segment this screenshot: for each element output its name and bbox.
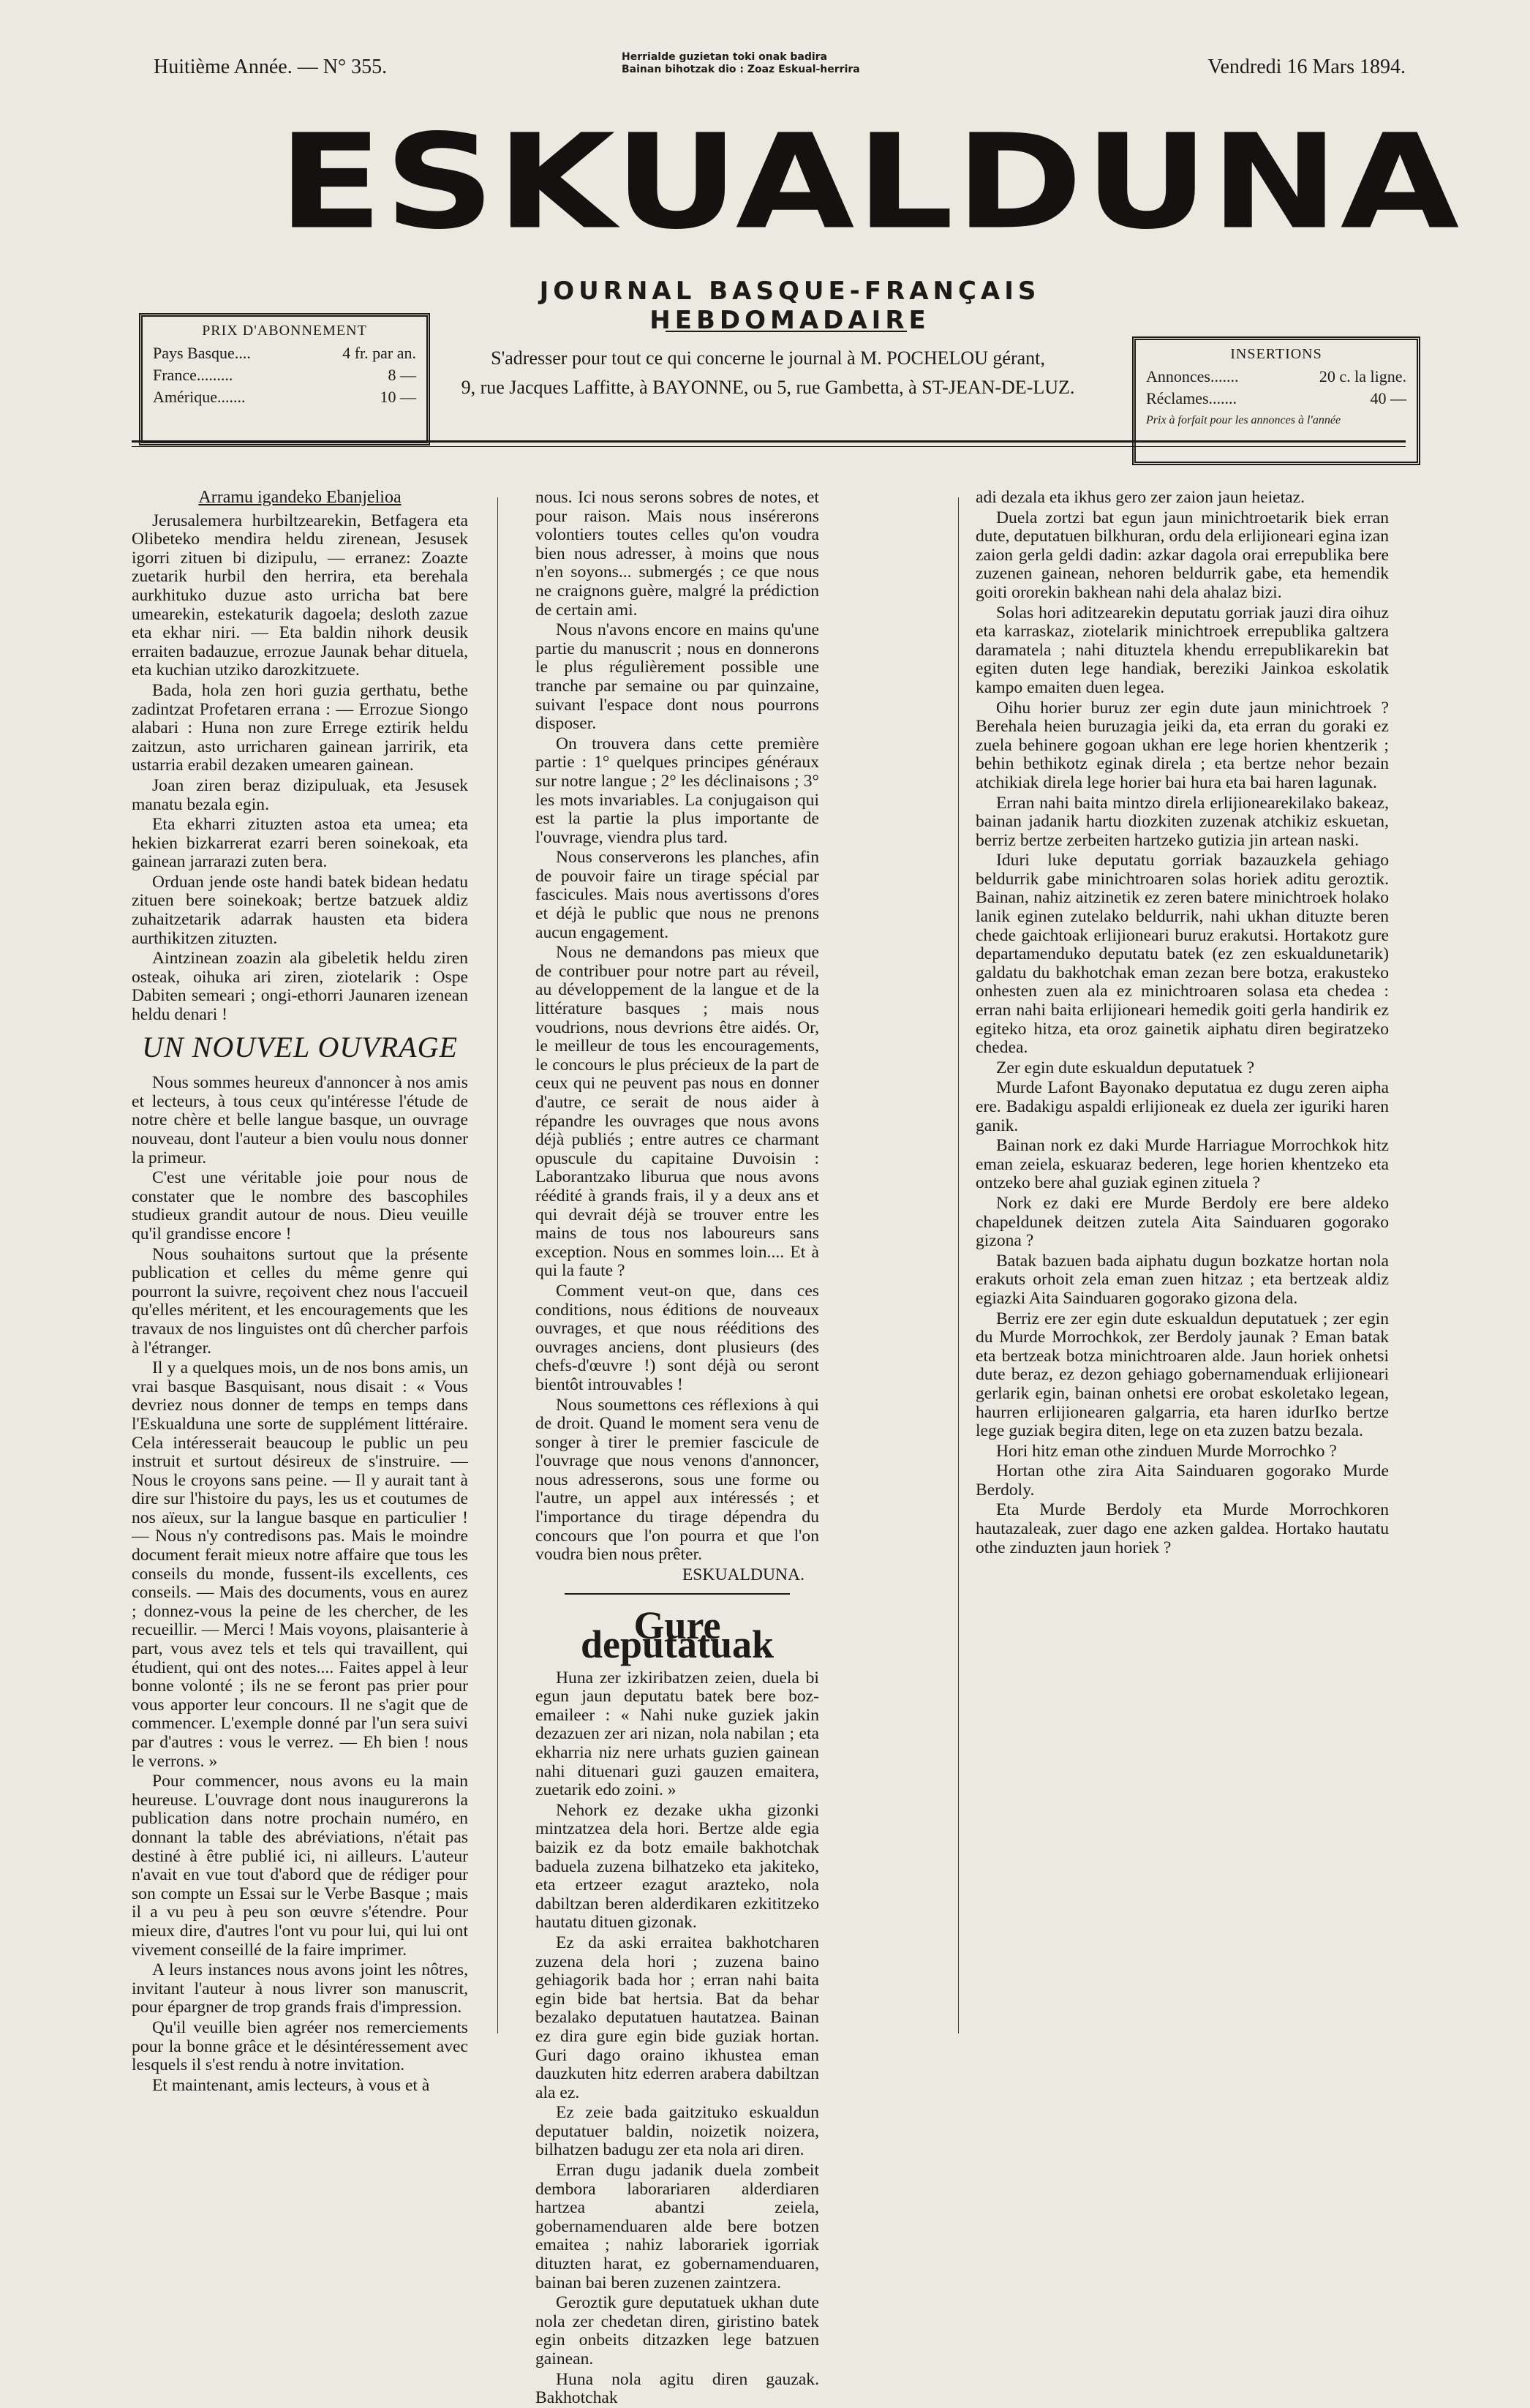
insertions-price: 20 c. la ligne. [1319,367,1406,385]
paragraph: Il y a quelques mois, un de nos bons amis, un vrai basque Basquisant, nous disait : « Vous devriez nous donner de temps en temps dans l'Eskualduna une sorte de supplément littéraire. Cela intéresserait beaucoup le public un peu instruit et surtout désireux de s'instruire. — Nous le croyons sans peine. — Il y aurait tant à dire sur l'histoire du pays, les us et coutumes de nos aïeux, sur la langue basque en particulier ! — Nous n'y contredisons pas. Mais le moindre document ferait mieux notre affaire que tous les conseils du monde, fussent-ils excellents, ces conseils. — Mais des documents, vous en aurez ; donnez-vous la peine de les chercher, de les recueillir. — Merci ! Mais voyons, plaisanterie à part, vous avez tels et tels qui travaillent, qui étudient, qui ont des notes.... Faites appel à leur bonne volonté ; ils ne se feront pas prier pour vous apporter leur concours. Il ne s'agit que de commencer. L'exemple donné par l'un sera suivi par d'autres : vous le verrez. — Eh bien ! nous le verrons. » [132,1358,468,1771]
subscription-price: 10 — [380,388,416,406]
paragraph: Ez zeie bada gaitzituko eskualdun deputatuer baldin, noizetik noizera, bilhatzen badugu zer eta nola ari diren. [535,2103,819,2160]
motto [622,51,860,76]
gospel-heading: Arramu igandeko Ebanjelioa [198,488,402,507]
paragraph: Et maintenant, amis lecteurs, à vous et à [152,2075,430,2095]
header-rule [132,440,1406,443]
paragraph: Erran nahi baita mintzo direla erlijionearekilako bakeaz, bainan jadanik hartu diozkiten zuzenak atchikiz eskuetan, berriz bertze zerbeiten hartzeko gutizia jin artean naski. [976,793,1389,850]
subscription-box [139,313,430,445]
paragraph: Qu'il veuille bien agréer nos remerciements pour la bonne grâce et le désintéressement avec lesquels il s'est rendu à notre invitation. [132,2017,468,2075]
subscription-title: PRIX D'ABONNEMENT [202,323,367,339]
insertions-title: INSERTIONS [1230,346,1322,362]
paragraph: Nous sommes heureux d'annoncer à nos amis et lecteurs, à tous ceux qu'intéresse l'étude de notre chère et belle langue basque, un ouvrage nouveau, dont l'auteur a bien voulu nous donner la primeur. [132,1073,468,1167]
paragraph: C'est une véritable joie pour nous de constater que le nombre des bascophiles studieux grandit autour de nous. Dieu veuille qu'il grandisse encore ! [132,1168,468,1243]
motto-line: Bainan bihotzak dio : Zoaz Eskual-herrira [622,64,860,75]
paragraph: On trouvera dans cette première partie : 1° quelques principes généraux sur notre langue ; 2° les déclinaisons ; 3° les mots invariables. La conjugaison qui est la partie la plus importante de l'ouvrage, viendra plus tard. [535,734,819,847]
paragraph: Joan ziren beraz dizipuluak, eta Jesusek manatu bezala egin. [132,775,468,814]
issue-number: Huitième Année. — N° 355. [154,56,388,78]
paragraph: Nous n'avons encore en mains qu'une partie du manuscrit ; nous en donnerons le plus régulièrement possible une tranche par semaine ou par quinzaine, suivant l'espace dont nous pourrons disposer. [535,620,819,734]
paragraph: A leurs instances nous avons joint les nôtres, invitant l'auteur à nous livrer son manuscrit, pour épargner de trop grands frais d'impression. [132,1960,468,2017]
article-title: UN NOUVEL OUVRAGE [142,1030,458,1064]
subscription-row [153,386,416,408]
paragraph: Orduan jende oste handi batek bidean hedatu zituen bere soinekoak; bertze batzuek aldiz zuhaitzetarik adarrak hausten eta bidera aurthikitzen zituzten. [132,872,468,948]
subscription-label: France......... [153,366,233,384]
paragraph: Eta ekharri zituzten astoa eta umea; eta hekien bizkarrerat ezarri beren soinekoak, eta gainean jarrarazi zuten bera. [132,815,468,872]
subscription-price: 4 fr. par an. [342,344,416,362]
paragraph: Jerusalemera hurbiltzearekin, Betfagera eta Olibeteko mendira heldu zirenean, Jesusek igorri zituen bi dizipulu, — erranez: Zoazte zuetarik hurbil den herrira, eta berehala aurkhituko duzue asto urricha bat bere umearekin, estekaturik dagoela; desloth zazue eta ekhar niri. — Eta baldin nihork deusik erraiten badauzue, errozue Jaunak behar dituela, eta kuchian utziko darozkitzuete. [132,511,468,680]
header-top-line [154,51,1406,88]
paragraph: Geroztik gure deputatuek ukhan dute nola zer chedetan diren, giristino batek egin onbeits ditzazken lege batzuen gainean. [535,2293,819,2369]
paragraph: Oihu horier buruz zer egin dute jaun minichtroek ? Berehala heien buruzagia jeiki da, eta erran du goraki ez zuela behinere gogoan ukhan ere lege horien khentzerik ; behin bethikotz eginak direla ; eta bertze nehor bezain atchikiak direla lege horier bai hura eta bai haren lagunak. [976,698,1389,792]
paragraph: nous. Ici nous serons sobres de notes, et pour raison. Mais nous insérerons volontiers toutes celles qu'on voudra bien nous adresser, à moins que nous n'en soyons... submergés ; ce que nous ne craignons guère, malgré la prédiction de certain ami. [535,488,819,620]
paragraph: Duela zortzi bat egun jaun minichtroetarik biek erran dute, deputatuen bilkhuran, ordu dela erlijioneari egina izan zaion gerla geldi dadin: azkar dagola orai errepublika bere zuzenen gainean, nehoren beldurrik gabe, eta hemendik goiti ororekin bakhean nahi dela ahalaz bizi. [976,508,1389,602]
paragraph: Iduri luke deputatu gorriak bazauzkela gehiago beldurrik gabe minichtroaren solas horiek aditu geroztik. Bainan, nahiz aitzinetik ez zeren batere minichtroek holako lanik eginen zutelako beldurrik, nahi ukhan dituzte beren chede gaichtoak erlijioneari buruz erakutsi. Hortakotz gure departamenduko deputatu batek (ez zen eskualdunetarik) galdatu du bakhotchak eman zezan bere botza, erakusteko onhesten zuen ala ez minichtroaren solasa eta chedea : erran nahi baita erlijioneari hemedik goiti gerla handirik ez egiteko hitza, eta oroz gainetik aiphatu diren begiratzeko chedea. [976,851,1389,1058]
paragraph: adi dezala eta ikhus gero zer zaion jaun heietaz. [976,488,1305,507]
newspaper-subtitle: JOURNAL BASQUE-FRANÇAIS HEBDOMADAIRE [539,276,1041,335]
article-signature: ESKUALDUNA. [682,1565,804,1584]
insertions-label: Annonces....... [1146,367,1239,385]
motto-line: Herrialde guzietan toki onak badira [622,51,828,63]
subscription-row [153,364,416,386]
address-line: S'adresser pour tout ce qui concerne le journal à M. POCHELOU gérant, [491,347,1045,369]
paragraph: Nous conserverons les planches, afin de pouvoir faire un tirage spécial par fascicules. Mais nous avertissons d'ores et déjà le public que nous ne prenons aucun engagement. [535,848,819,942]
publisher-address [432,344,1104,402]
article-separator [565,1593,790,1595]
paragraph: Eta Murde Berdoly eta Murde Morrochkoren hautazaleak, zuer dago ene azken galdea. Hortako hautatu othe zinduzten jaun horiek ? [976,1500,1389,1557]
paragraph: Bada, hola zen hori guzia gerthatu, bethe zadintzat Profetaren errana : — Errozue Siongo alabari : Huna non zure Errege eztirik heldu zaitzun, asto urricharen gainean jarririk, eta ustarria erabil dezaken umearen gainean. [132,680,468,775]
issue-date: Vendredi 16 Mars 1894. [1207,56,1406,78]
paragraph: Hori hitz eman othe zinduen Murde Morrochko ? [996,1441,1337,1461]
column-rule [497,497,498,2033]
column-2 [535,488,819,2408]
subscription-row [153,342,416,364]
paragraph: Ez da aski erraitea bakhotcharen zuzena dela hori ; zuzena baino gehiagorik bada hor ; erran nahi baita egin bide bat hertsia. Bat da behar bezalako deputatuen hautatzea. Bainan ez dira gure egin bide guziak hortan. Guri dago oraino ikhustea eman dauzkuten hitz ederren arabera dabiltzan ala ez. [535,1933,819,2102]
paragraph: Solas hori aditzearekin deputatu gorriak jauzi dira oihuz eta karraskaz, ziotelarik minichtroek errepublika galtzera daramatela ; nahi dituztela khendu errepublikarekin bat egiten duten lege handiak, bereziki Jainkoa eskolatik kampo emaiten duen legea. [976,603,1389,697]
paragraph: Erran dugu jadanik duela zombeit dembora laborariaren alderdiaren hartzea abantzi zeiela, gobernamenduaren alde bere botzen emaitea ; nahiz laborariek igorriak dituzten harat, ez gobernamenduaren, bainan bai beren zuzenen zaintzera. [535,2161,819,2292]
subscription-price: 8 — [388,366,416,384]
insertions-price: 40 — [1370,389,1406,407]
paragraph: Aintzinean zoazin ala gibeletik heldu ziren osteak, oihuka ari ziren, ziotelarik : Ospe Dabiten semeari ; ongi-ethorri Jaunaren izenean heldu denari ! [132,949,468,1025]
paragraph: Zer egin dute eskualdun deputatuek ? [996,1058,1255,1077]
paragraph: Murde Lafont Bayonako deputatua ez dugu zeren aipha ere. Badakigu aspaldi erlijioneak ez duela zer iguriki haren ganik. [976,1078,1389,1135]
column-3 [976,489,1389,2061]
column-1 [132,488,468,2095]
subscription-label: Amérique....... [153,388,246,406]
paragraph: Bainan nork ez daki Murde Harriague Morrochkok hitz eman zeiela, eskuaraz bederen, lege horien khentzeko eta ontzeko bere ahal guziak eginen zituela ? [976,1136,1389,1193]
insertions-note: Prix à forfait pour les annonces à l'année [1146,414,1341,426]
paragraph: Nork ez daki ere Murde Berdoly ere bere aldeko chapeldunek deitzen zutela Aita Sainduaren gogorako gizona ? [976,1193,1389,1251]
paragraph: Huna nola agitu diren gauzak. Bakhotchak [535,2369,819,2408]
newspaper-title: ESKUALDUNA [278,105,1461,258]
paragraph: Berriz ere zer egin dute eskualdun deputatuek ; zer egin du Murde Morrochkok, zer Berdoly jaunak ? Eman batak eta bertzeak botza minichtroaren alde. Jaun horiek onhetsi dute beraz, ez dezon gehiago gobernamenduak erlijioneari gerlarik egin, bainan onhetsi ere orobat eskoletako legean, haurren erlijionearen galgarria, eta haren idurIko bertze lege guziak begira diten, lege on eta zuzen batzu bezala. [976,1309,1389,1441]
paragraph: Pour commencer, nous avons eu la main heureuse. L'ouvrage dont nous inaugurerons la publication dans notre prochain numéro, en donnant la table des abréviations, n'était pas destiné à être publié ici, ni ailleurs. L'auteur n'avait en vue tout d'abord que de rédiger pour son compte un Essai sur le Verbe Basque ; mais il a vu peu à peu son œuvre s'étendre. Pour mieux dire, d'autres l'ont vu pour lui, qui lui ont vivement conseillé de la faire imprimer. [132,1772,468,1960]
insertions-row [1146,388,1406,410]
paragraph: Hortan othe zira Aita Sainduaren gogorako Murde Berdoly. [976,1461,1389,1500]
title-divider [666,331,907,332]
paragraph: Nous soumettons ces réflexions à qui de droit. Quand le moment sera venu de songer à tirer le premier fascicule de l'ouvrage que nous venons d'annoncer, nous adresserons, sous une forme ou l'autre, un appel aux intéressés ; et l'importance du tirage dépendra du concours que l'on pourra et que l'on voudra bien nous prêter. [535,1395,819,1565]
paragraph: Huna zer izkiribatzen zeien, duela bi egun jaun deputatu batek bere boz-emaileer : « Nahi nuke guziek jakin dezazuen zer ari nizan, nola nabilan ; eta ekharria niz nere urhats guzien gainean nahi dituenari guzi gauzen emaitera, zuetarik edo zoini. » [535,1668,819,1800]
paragraph: Nous ne demandons pas mieux que de contribuer pour notre part au réveil, au développement de la langue et de la littérature basques ; mais nous voudrions, nous devrions être aidés. Or, le meilleur de tous les encouragements, le concours le plus précieux de la part de ceux qui ne peuvent pas nous en donner d'autre, ce serait de nous aider à répandre les ouvrages que nous avons déjà publiés ; entre autres ce charmant opuscule du capitaine Duvoisin : Laborantzako liburua que nous avons réédité à grands frais, il y a deux ans et qui devrait déjà se trouver entre les mains de tous nos laboureurs sans exception. Nous en sommes loin.... Et à qui la faute ? [535,943,819,1281]
paragraph: Comment veut-on que, dans ces conditions, nous éditions de nouveaux ouvrages, et que nous rééditions des ouvrages anciens, dont plusieurs (des chefs-d'œuvre !) sont déjà ou seront bientôt introuvables ! [535,1281,819,1394]
article-title: Gure deputatuak [580,1603,775,1667]
paragraph: Batak bazuen bada aiphatu dugun bozkatze hortan nola erakuts orhoit zela eman zuen hitzaz ; eta bertzeak aldiz egiazki Aita Sainduaren gogorako gizona dela. [976,1251,1389,1308]
insertions-row [1146,366,1406,388]
header-rule [132,446,1406,447]
insertions-label: Réclames....... [1146,389,1237,407]
paragraph: Nous souhaitons surtout que la présente publication et celles du même genre qui pourront la suivre, reçoivent chez nous l'accueil qu'elles méritent, et les encouragements que les travaux de nos linguistes ont dû chercher parfois à l'étranger. [132,1244,468,1358]
address-line: 9, rue Jacques Laffitte, à BAYONNE, ou 5, rue Gambetta, à ST-JEAN-DE-LUZ. [461,377,1075,398]
subscription-label: Pays Basque.... [153,344,251,362]
column-rule [958,497,959,2033]
paragraph: Nehork ez dezake ukha gizonki mintzatzea dela hori. Bertze alde egia baizik ez da botz emaile bakhotchak baduela zuzena bilhatzeko eta jakiteko, eta ertzeer ezagut arazteko, nola dabiltzan beren alderdikaren ezkititzeko hautatu dituen gizonak. [535,1800,819,1933]
